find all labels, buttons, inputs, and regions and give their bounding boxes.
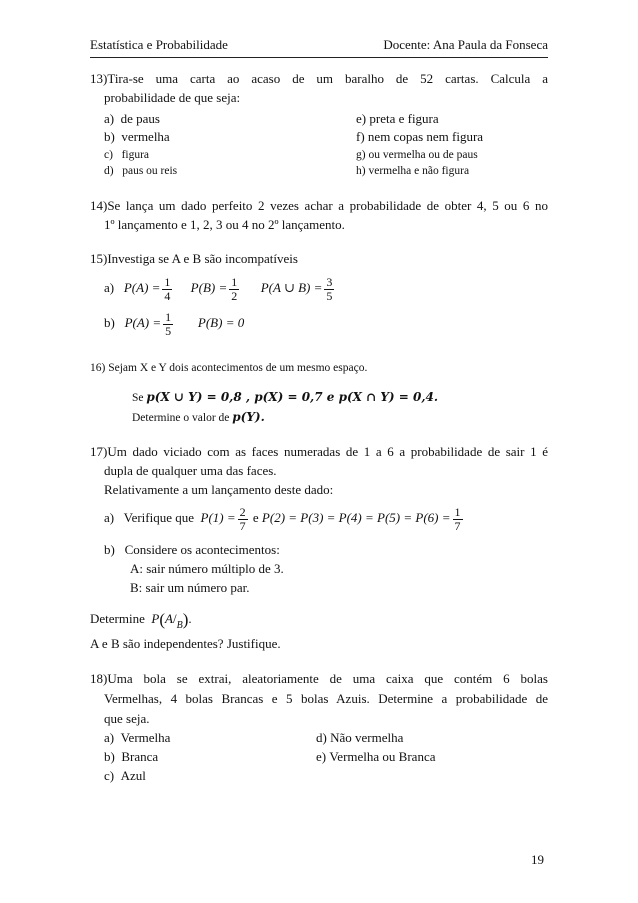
- q17-line1: 17)Um dado viciado com as faces numeradas de 1 a 6 a probabilidade de sair 1 é: [90, 444, 548, 459]
- q18-item-b-text: Branca: [121, 749, 159, 764]
- q17-a-text: Verifique que: [123, 510, 195, 525]
- q15-a: [104, 273, 336, 303]
- q15-a-pab-den: 5: [326, 288, 333, 303]
- q15-a-pa: P(A) =: [123, 280, 161, 295]
- q15-a-pab-num: 3: [326, 274, 333, 289]
- q17-determine: Determine $P(A/_B)$.: [90, 610, 192, 631]
- q17-determine-text: Determine: [90, 611, 145, 626]
- q13-item-b: [104, 128, 170, 146]
- q15-b-pa-num: 1: [165, 309, 172, 324]
- q15-a-pab-fraction: [324, 276, 334, 303]
- q13-item-d-label: d): [104, 165, 114, 177]
- q15-b-pb: P(B) = 0: [197, 315, 245, 330]
- q15-a-pb-fraction: [229, 276, 239, 303]
- q18-item-e-label: e): [316, 749, 327, 764]
- q15-b-label: b): [104, 315, 115, 330]
- q15-a-pb-den: 2: [231, 288, 238, 303]
- q18-line2: Vermelhas, 4 bolas Brancas e 5 bolas Azuis. Determine a probabilidade de: [104, 691, 548, 706]
- page-number: 19: [531, 852, 544, 867]
- q13-item-d: [104, 162, 177, 180]
- q17-event-a: A: sair número múltiplo de 3.: [130, 561, 284, 576]
- q17-b-label: b): [104, 542, 115, 557]
- q13-item-g-label: g): [356, 149, 366, 161]
- q15-b-pa-den: 5: [165, 323, 172, 338]
- q13-item-f-text: nem copas nem figura: [367, 129, 484, 144]
- q15-a-pa-fraction: [162, 276, 172, 303]
- q18-item-a-label: a): [104, 730, 115, 745]
- q13-item-b-text: vermelha: [121, 129, 170, 144]
- q13-item-h-text: vermelha e não figura: [368, 165, 470, 177]
- q17-cond-p: P: [151, 611, 160, 626]
- q17-independent: A e B são independentes? Justifique.: [90, 636, 281, 651]
- q14-line2: 1º lançamento e 1, 2, 3 ou 4 no 2º lançamento.: [104, 217, 345, 232]
- q17-a-p1-fraction: [238, 506, 248, 533]
- q17-a-rest: P(2) = P(3) = P(4) = P(5) = P(6) =: [261, 510, 451, 525]
- q16-se: Se: [132, 392, 144, 404]
- q13-item-h: [356, 162, 469, 180]
- q18-item-c-label: c): [104, 768, 115, 783]
- q18-item-a: [104, 729, 170, 747]
- q13-item-a: [104, 110, 160, 128]
- q13-item-e-text: preta e figura: [369, 111, 439, 126]
- q18-item-a-text: Vermelha: [120, 730, 171, 745]
- q15-a-pb: P(B) =: [190, 280, 228, 295]
- header-teacher: Docente: Ana Paula da Fonseca: [383, 37, 548, 52]
- q16-determine: Determine o valor de: [132, 412, 230, 424]
- q17-a-p1-num: 2: [239, 504, 246, 519]
- q18-line1: 18)Uma bola se extrai, aleatoriamente de uma caixa que contém 6 bolas: [90, 671, 548, 686]
- q18-item-c: [104, 767, 146, 785]
- q15-title: 15)Investiga se A e B são incompatíveis: [90, 251, 298, 266]
- q17-line2: dupla de qualquer uma das faces.: [104, 463, 277, 478]
- q16-target: p(Y).: [232, 410, 265, 424]
- q15-a-pa-num: 1: [164, 274, 171, 289]
- q13-item-f: [356, 128, 483, 146]
- q13-line2: probabilidade de que seja:: [104, 90, 241, 105]
- q17-a: [104, 503, 465, 533]
- q13-item-d-text: paus ou reis: [122, 165, 178, 177]
- q18-item-d-text: Não vermelha: [330, 730, 404, 745]
- q15-a-pa-den: 4: [164, 288, 171, 303]
- q17-a-rest-num: 1: [454, 504, 461, 519]
- q17-a-rest-fraction: [453, 506, 463, 533]
- q18-line3: que seja.: [104, 711, 150, 726]
- q18-item-e-text: Vermelha ou Branca: [329, 749, 436, 764]
- q15-a-label: a): [104, 280, 115, 295]
- q13-item-c-label: c): [104, 149, 113, 161]
- q15-b-pa: P(A) =: [124, 315, 162, 330]
- q17-a-label: a): [104, 510, 115, 525]
- q16-given: [132, 388, 438, 407]
- q16-formula: p(X ∪ Y) = 0,8 , p(X) = 0,7 e p(X ∩ Y) = 0,4.: [146, 390, 439, 404]
- q18-item-d: [316, 729, 403, 747]
- q15-a-pb-num: 1: [231, 274, 238, 289]
- q17-a-e: e: [252, 510, 259, 525]
- q13-item-a-label: a): [104, 111, 115, 126]
- q18-item-c-text: Azul: [120, 768, 146, 783]
- q13-item-a-text: de paus: [120, 111, 160, 126]
- q17-a-rest-den: 7: [454, 518, 461, 533]
- q13-item-g-text: ou vermelha ou de paus: [368, 149, 478, 161]
- page-header: [90, 37, 548, 58]
- q17-cond-a: A: [165, 611, 173, 626]
- q18-item-d-label: d): [316, 730, 327, 745]
- q18-item-b-label: b): [104, 749, 115, 764]
- q16-ask: [132, 408, 265, 427]
- q13-item-h-label: h): [356, 165, 366, 177]
- q13-item-e: [356, 110, 439, 128]
- q13-line1: 13)Tira-se uma carta ao acaso de um baralho de 52 cartas. Calcula a: [90, 71, 548, 86]
- q17-b-text: Considere os acontecimentos:: [124, 542, 280, 557]
- q15-a-pab: P(A ∪ B) =: [260, 280, 323, 295]
- q17-a-p1-den: 7: [239, 518, 246, 533]
- q14-line1: 14)Se lança um dado perfeito 2 vezes achar a probabilidade de obter 4, 5 ou 6 no: [90, 198, 548, 213]
- q15-b: [104, 308, 244, 338]
- q16-title: 16) Sejam X e Y dois acontecimentos de um mesmo espaço.: [90, 362, 368, 374]
- q17-cond-b: B: [176, 620, 183, 631]
- q15-b-pa-fraction: [163, 311, 173, 338]
- q18-item-e: [316, 748, 435, 766]
- q17-a-p1: P(1) =: [200, 510, 236, 525]
- q17-line3: Relativamente a um lançamento deste dado:: [104, 482, 334, 497]
- q13-item-c-text: figura: [121, 149, 150, 161]
- header-course: Estatística e Probabilidade: [90, 37, 228, 52]
- q17-cond-end: .: [188, 611, 192, 626]
- q13-item-e-label: e): [356, 111, 367, 126]
- q13-item-b-label: b): [104, 129, 115, 144]
- q18-item-b: [104, 748, 158, 766]
- q17-b: [104, 541, 280, 559]
- q13-item-f-label: f): [356, 129, 365, 144]
- q17-event-b: B: sair um número par.: [130, 580, 250, 595]
